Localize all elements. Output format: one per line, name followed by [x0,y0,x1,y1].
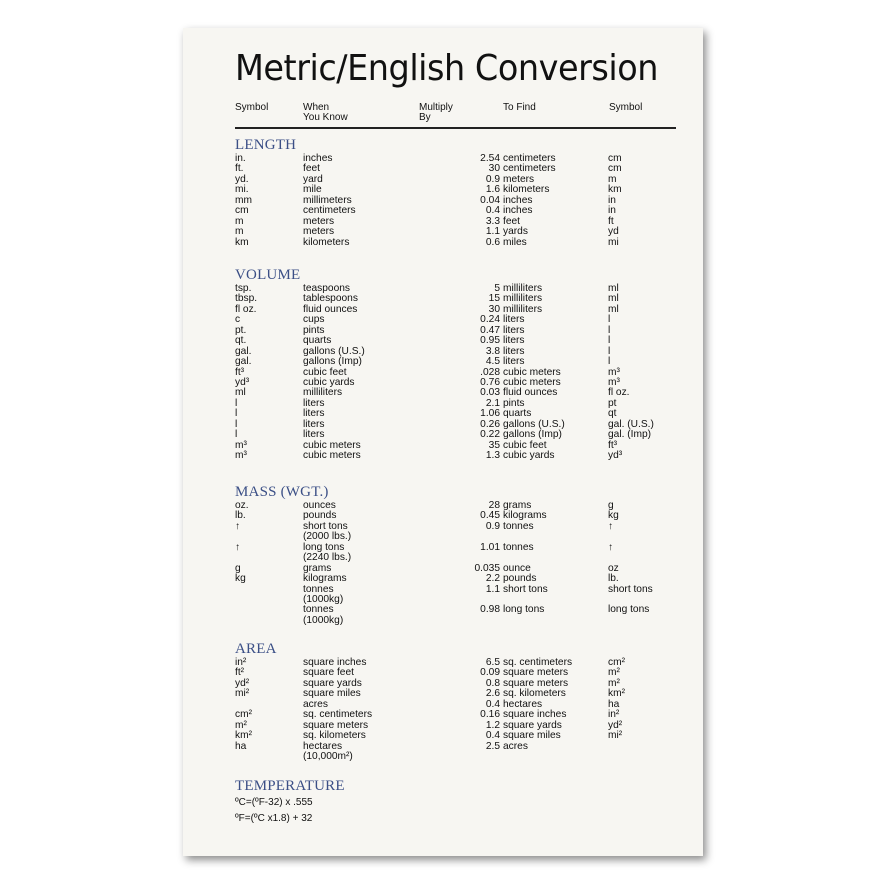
cell-symbol: km² [235,730,252,742]
cell-result-symbol: yd³ [608,450,623,461]
cell-to-find: square yards [503,719,562,731]
table-row [235,430,695,440]
cell-to-find: sq. centimeters [503,657,573,668]
cell-when-you-know: grams [303,562,332,574]
cell-result-symbol: ft [608,215,614,227]
cell-when-you-know: square miles [303,688,361,700]
table-row [235,543,695,564]
cell-symbol: km [235,236,249,248]
cell-multiply-by: 30 [488,303,500,315]
cell-when-you-know: yard [303,173,323,185]
table-row [235,451,695,461]
cell-multiply-by: 2.6 [485,688,500,700]
cell-multiply-by: 0.95 [480,335,500,347]
cell-result-symbol: l [608,345,611,357]
cell-to-find: square miles [503,730,561,742]
cell-result-symbol: m [608,173,617,185]
cell-to-find: meters [503,173,535,185]
cell-symbol: gal. [235,356,252,368]
cell-to-find: grams [503,500,532,511]
cell-result-symbol: cm [608,163,622,175]
cell-to-find: liters [503,345,525,357]
cell-multiply-by: 1.2 [485,719,500,731]
cell-symbol: lb. [235,510,246,522]
header-symbol-result: Symbol [609,102,643,113]
cell-result-symbol: qt [608,408,617,420]
formula-fahrenheit: ºF=(ºC x1.8) + 32 [235,813,313,824]
cell-when-you-know: mile [303,184,322,196]
cell-symbol: cm² [235,709,252,721]
cell-when-you-know: square feet [303,667,354,679]
cell-multiply-by: 2.2 [485,573,500,585]
cell-to-find: tonnes [503,541,534,553]
table-row [235,605,695,626]
cell-symbol: oz. [235,500,249,511]
cell-to-find: kilometers [503,184,550,196]
cell-multiply-by: 0.4 [485,698,500,710]
cell-multiply-by: 0.45 [480,510,500,522]
cell-symbol: cm [235,205,249,217]
cell-multiply-by: 15 [488,293,500,305]
cell-to-find: square meters [503,667,569,679]
cell-when-you-know: inches [303,153,333,164]
header-to-find: To Find [503,102,536,113]
section-title: LENGTH [235,137,297,153]
cell-symbol: yd² [235,677,250,689]
cell-to-find: liters [503,335,525,347]
cell-to-find: gallons (Imp) [503,429,562,441]
cell-multiply-by: 0.9 [485,173,500,185]
header-multiply-by: Multiply By [419,102,453,123]
cell-when-you-know: pints [303,324,325,336]
cell-result-symbol: ft³ [608,439,618,451]
cell-when-you-know: hectares (10,000m²) [303,740,353,762]
cell-result-symbol: kg [608,510,619,522]
cell-to-find: milliliters [503,293,543,305]
cell-result-symbol: cm [608,153,622,164]
cell-to-find: inches [503,205,533,217]
cell-symbol: qt. [235,335,247,347]
cell-to-find: fluid ounces [503,387,558,399]
cell-when-you-know: tablespoons [303,293,358,305]
cell-to-find: ounce [503,562,531,574]
cell-multiply-by: 3.8 [485,345,500,357]
formula-celsius: ºC=(ºF-32) x .555 [235,797,313,808]
cell-multiply-by: 0.09 [480,667,500,679]
cell-to-find: long tons [503,604,545,616]
cell-symbol: ↑ [235,541,241,553]
cell-symbol: ft. [235,163,244,175]
cell-to-find: quarts [503,408,532,420]
cell-to-find: pounds [503,573,537,585]
cell-result-symbol: cm² [608,657,625,668]
cell-when-you-know: cubic yards [303,376,355,388]
cell-multiply-by: 4.5 [485,356,500,368]
cell-when-you-know: gallons (U.S.) [303,345,365,357]
cell-symbol: tbsp. [235,293,258,305]
cell-multiply-by: 0.26 [480,418,500,430]
cell-symbol: ha [235,740,247,752]
cell-when-you-know: milliliters [303,387,343,399]
cell-symbol: l [235,397,238,409]
cell-result-symbol: long tons [608,604,650,616]
table-row [235,742,695,763]
section-title: VOLUME [235,267,301,283]
cell-symbol: in² [235,657,247,668]
cell-to-find: short tons [503,583,548,595]
cell-result-symbol: ml [608,303,619,315]
cell-to-find: sq. kilometers [503,688,566,700]
cell-result-symbol: short tons [608,583,653,595]
section-rows [235,284,695,461]
cell-when-you-know: sq. kilometers [303,730,366,742]
cell-to-find: hectares [503,698,543,710]
cell-when-you-know: acres [303,698,328,710]
cell-result-symbol: km² [608,688,625,700]
cell-when-you-know: square yards [303,677,362,689]
cell-multiply-by: 1.1 [485,583,500,595]
cell-when-you-know: tonnes (1000kg) [303,583,344,605]
cell-multiply-by: 0.22 [480,429,500,441]
cell-result-symbol: in² [608,709,620,721]
cell-symbol: c [235,314,241,326]
cell-result-symbol: ↑ [608,520,614,532]
cell-when-you-know: square inches [303,657,367,668]
cell-result-symbol: m² [608,667,620,679]
cell-to-find: cubic meters [503,376,561,388]
cell-multiply-by: 0.98 [480,604,500,616]
section-title: AREA [235,641,277,657]
cell-symbol: ft³ [235,366,245,378]
header-symbol: Symbol [235,102,269,113]
cell-result-symbol: pt [608,397,617,409]
cell-when-you-know: meters [303,226,335,238]
cell-multiply-by: 0.16 [480,709,500,721]
cell-to-find: cubic yards [503,450,555,461]
cell-when-you-know: fluid ounces [303,303,358,315]
section-area [235,640,695,762]
cell-when-you-know: sq. centimeters [303,709,373,721]
cell-symbol: gal. [235,345,252,357]
cell-multiply-by: 0.04 [480,194,500,206]
cell-multiply-by: 28 [488,500,500,511]
cell-multiply-by: 6.5 [485,657,500,668]
cell-result-symbol: l [608,314,611,326]
cell-result-symbol: ↑ [608,541,614,553]
table-row [235,731,695,741]
cell-result-symbol: gal. (Imp) [608,429,652,441]
cell-result-symbol: mi [608,236,619,248]
cell-result-symbol: ml [608,293,619,305]
cell-to-find: liters [503,356,525,368]
cell-multiply-by: 0.03 [480,387,500,399]
cell-to-find: tonnes [503,520,534,532]
cell-result-symbol: mi² [608,730,623,742]
section-length [235,136,695,248]
cell-result-symbol: m³ [608,366,620,378]
cell-symbol: m³ [235,439,247,451]
cell-to-find: kilograms [503,510,547,522]
cell-to-find: liters [503,324,525,336]
cell-symbol: mi² [235,688,250,700]
cell-when-you-know: gallons (Imp) [303,356,362,368]
cell-to-find: inches [503,194,533,206]
cell-multiply-by: 0.76 [480,376,500,388]
cell-multiply-by: 1.1 [485,226,500,238]
cell-result-symbol: oz [608,562,619,574]
cell-when-you-know: cubic meters [303,439,361,451]
cell-to-find: square meters [503,677,569,689]
cell-symbol: pt. [235,324,247,336]
cell-symbol: ft² [235,667,245,679]
cell-multiply-by: .028 [480,366,500,378]
cell-result-symbol: km [608,184,622,196]
cell-to-find: cubic feet [503,439,547,451]
table-row [235,357,695,367]
cell-when-you-know: tonnes (1000kg) [303,604,344,626]
cell-multiply-by: 2.54 [480,153,500,164]
cell-multiply-by: 5 [494,283,500,294]
cell-multiply-by: 3.3 [485,215,500,227]
cell-result-symbol: l [608,324,611,336]
cell-multiply-by: 30 [488,163,500,175]
cell-when-you-know: long tons (2240 lbs.) [303,541,352,564]
cell-to-find: square inches [503,709,567,721]
header-when-you-know: When You Know [303,102,348,123]
cell-symbol: l [235,429,238,441]
cell-symbol: tsp. [235,283,252,294]
cell-to-find: acres [503,740,528,752]
section-rows [235,154,695,248]
cell-multiply-by: 0.9 [485,520,500,532]
cell-when-you-know: pounds [303,510,337,522]
cell-result-symbol: l [608,356,611,368]
cell-symbol: m [235,226,244,238]
cell-symbol: m² [235,719,247,731]
cell-when-you-know: short tons (2000 lbs.) [303,520,352,543]
cell-result-symbol: ml [608,283,619,294]
cell-result-symbol: l [608,335,611,347]
cell-when-you-know: feet [303,163,320,175]
cell-when-you-know: liters [303,397,325,409]
cell-when-you-know: quarts [303,335,332,347]
conversion-card [183,28,703,856]
cell-to-find: cubic meters [503,366,561,378]
cell-multiply-by: 2.5 [485,740,500,752]
cell-symbol: g [235,562,241,574]
cell-to-find: pints [503,397,525,409]
cell-multiply-by: 0.8 [485,677,500,689]
cell-symbol: mm [235,194,252,206]
section-rows [235,501,695,626]
cell-to-find: liters [503,314,525,326]
cell-when-you-know: cubic feet [303,366,347,378]
cell-when-you-know: meters [303,215,335,227]
cell-multiply-by: 0.4 [485,205,500,217]
cell-symbol: yd. [235,173,249,185]
cell-result-symbol: yd² [608,719,623,731]
table-row [235,522,695,543]
cell-multiply-by: 0.47 [480,324,500,336]
section-rows [235,658,695,762]
cell-when-you-know: cubic meters [303,450,361,461]
cell-when-you-know: square meters [303,719,369,731]
section-title: MASS (WGT.) [235,484,329,500]
cell-when-you-know: centimeters [303,205,356,217]
cell-when-you-know: liters [303,408,325,420]
cell-symbol: l [235,408,238,420]
cell-symbol: m³ [235,450,247,461]
cell-to-find: milliliters [503,283,543,294]
cell-to-find: centimeters [503,163,556,175]
cell-when-you-know: cups [303,314,325,326]
cell-symbol: ↑ [235,520,241,532]
cell-result-symbol: lb. [608,573,619,585]
cell-when-you-know: kilograms [303,573,347,585]
cell-result-symbol: fl oz. [608,387,630,399]
cell-result-symbol: m³ [608,376,620,388]
cell-result-symbol: gal. (U.S.) [608,418,654,430]
cell-multiply-by: 1.3 [485,450,500,461]
cell-result-symbol: yd [608,226,619,238]
cell-symbol: fl oz. [235,303,257,315]
cell-when-you-know: ounces [303,500,336,511]
cell-when-you-know: liters [303,429,325,441]
cell-to-find: centimeters [503,153,556,164]
cell-result-symbol: m² [608,677,620,689]
cell-when-you-know: teaspoons [303,283,351,294]
cell-multiply-by: 1.01 [480,541,500,553]
cell-to-find: miles [503,236,527,248]
cell-multiply-by: 0.4 [485,730,500,742]
cell-to-find: gallons (U.S.) [503,418,565,430]
cell-symbol: in. [235,153,246,164]
cell-to-find: yards [503,226,528,238]
cell-when-you-know: millimeters [303,194,352,206]
cell-symbol: kg [235,573,246,585]
cell-multiply-by: 35 [488,439,500,451]
cell-multiply-by: 1.06 [480,408,500,420]
section-temperature [235,777,695,827]
cell-multiply-by: 0.035 [474,562,500,574]
cell-result-symbol: in [608,205,616,217]
cell-multiply-by: 2.1 [485,397,500,409]
table-row [235,585,695,606]
cell-symbol: yd³ [235,376,250,388]
section-title: TEMPERATURE [235,778,345,794]
cell-symbol: m [235,215,244,227]
cell-result-symbol: in [608,194,616,206]
cell-result-symbol: g [608,500,614,511]
cell-to-find: feet [503,215,520,227]
cell-symbol: ml [235,387,246,399]
cell-to-find: milliliters [503,303,543,315]
cell-when-you-know: kilometers [303,236,350,248]
table-row [235,227,695,237]
cell-result-symbol: ha [608,698,620,710]
cell-symbol: mi. [235,184,249,196]
cell-multiply-by: 0.24 [480,314,500,326]
cell-symbol: l [235,418,238,430]
table-row [235,574,695,584]
cell-multiply-by: 0.6 [485,236,500,248]
section-volume [235,266,695,461]
cell-when-you-know: liters [303,418,325,430]
header-rule [235,127,676,129]
page-title: Metric/English Conversion [235,48,658,89]
section-mass [235,483,695,626]
cell-multiply-by: 1.6 [485,184,500,196]
table-row [235,238,695,248]
